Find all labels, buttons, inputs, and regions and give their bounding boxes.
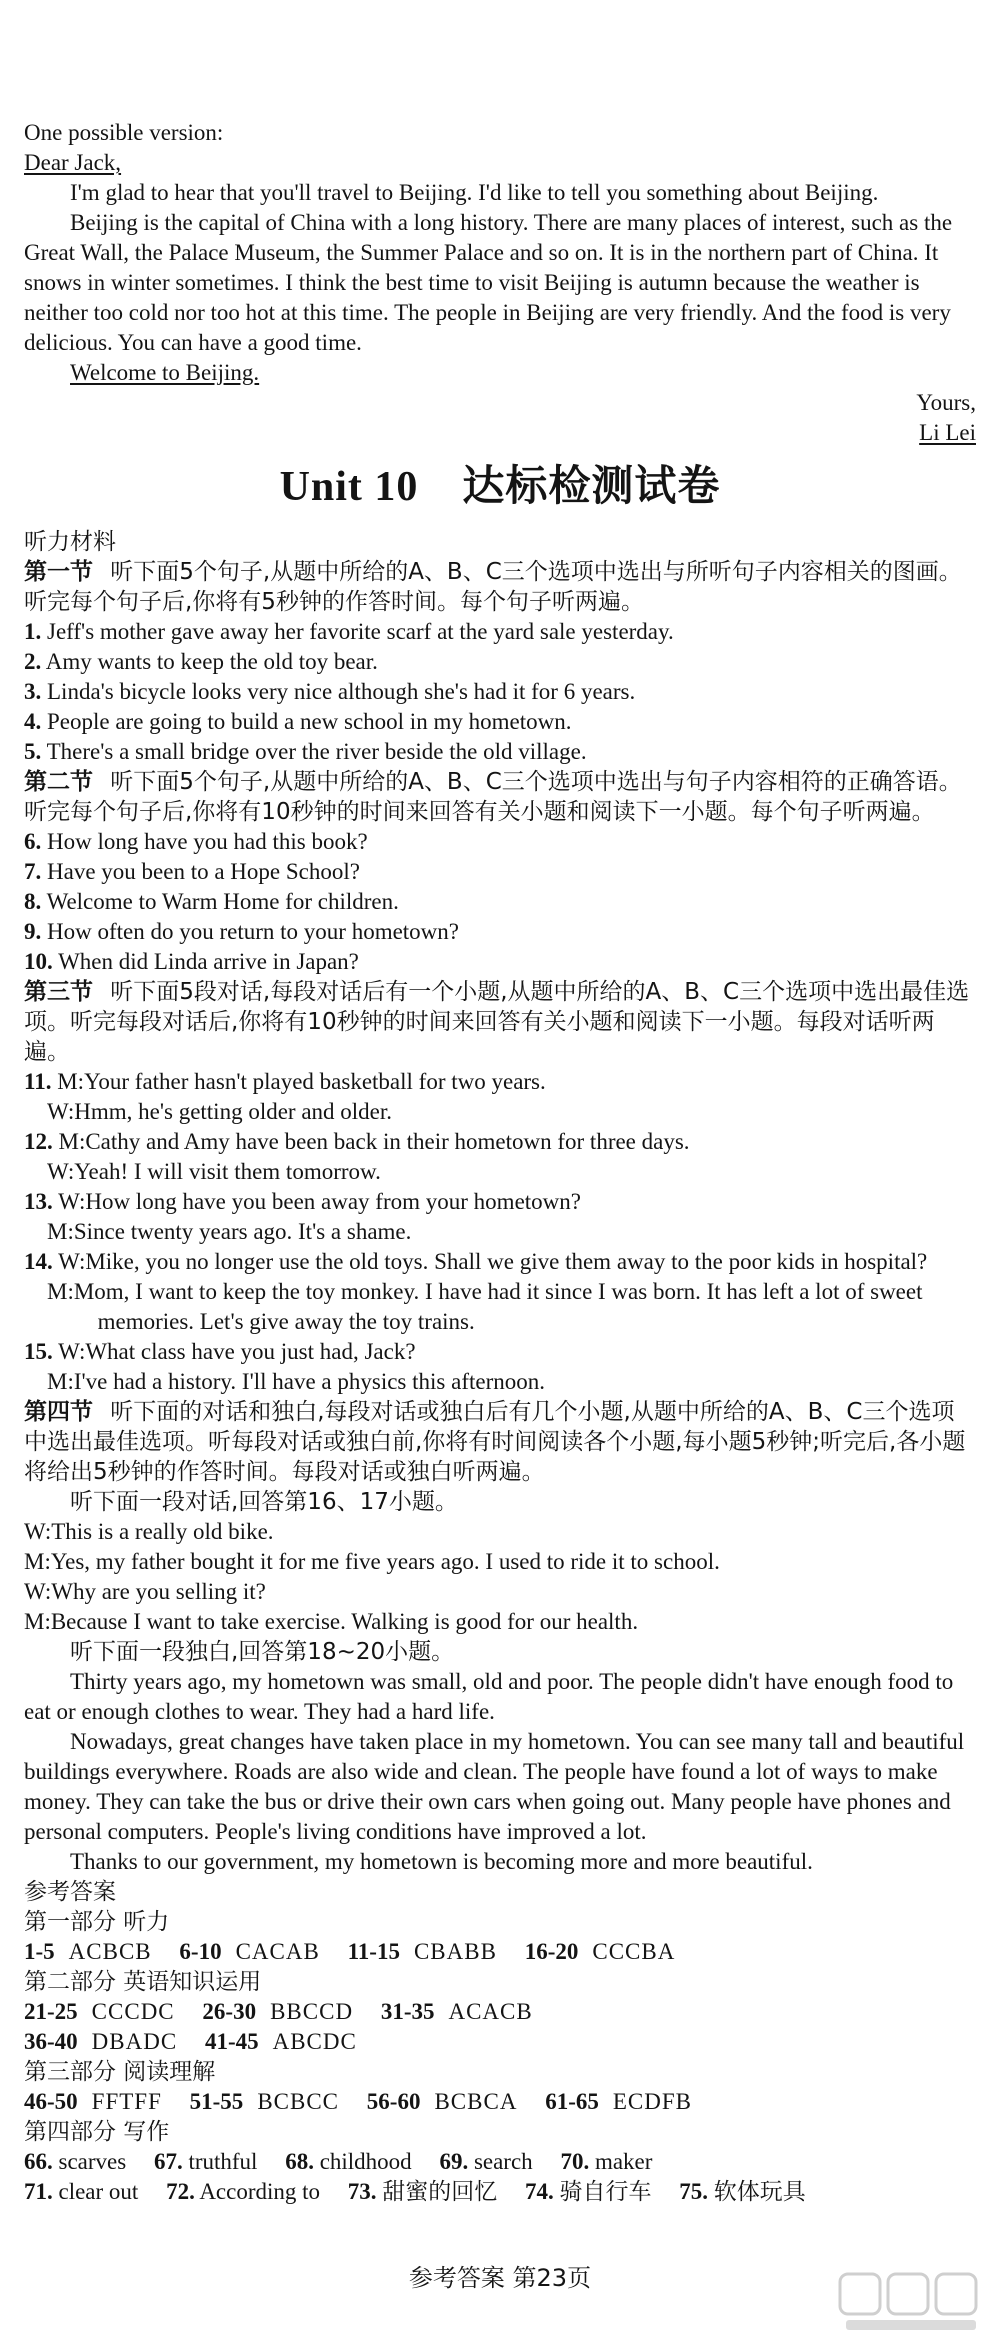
- dialog-line: M:Mom, I want to keep the toy monkey. I have had it since I was born. It has left a lot of sweet memories. Let's give away the toy trains.: [47, 1279, 923, 1334]
- dialog-intro: 听下面一段对话,回答第16、17小题。: [70, 1489, 458, 1515]
- dialog-line: W:Yeah! I will visit them tomorrow.: [47, 1159, 381, 1184]
- sentence-list-1: [24, 617, 976, 767]
- letter-welcome: Welcome to Beijing.: [70, 360, 260, 385]
- part-heading: 第一部分 听力: [24, 1909, 170, 1935]
- dialog-line: 14. W:Mike, you no longer use the old toys. Shall we give them away to the poor kids in hospital?: [24, 1249, 928, 1274]
- dialog-line: M:Because I want to take exercise. Walking is good for our health.: [24, 1609, 639, 1634]
- letter-greeting: Dear Jack,: [24, 150, 122, 175]
- monologue-paragraph: Thanks to our government, my hometown is becoming more and more beautiful.: [70, 1849, 813, 1874]
- part-heading: 第二部分 英语知识运用: [24, 1969, 262, 1995]
- section-heading: 听力材料: [24, 529, 116, 555]
- letter-version: One possible version:: [24, 120, 224, 145]
- answer-row: 1-5 ACBCB 6-10 CACAB 11-15 CBABB 16-20 CCCBA: [24, 1939, 676, 1964]
- dialog-line: 12. M:Cathy and Amy have been back in their hometown for three days.: [24, 1129, 690, 1154]
- dialog-list-3: [24, 1067, 976, 1397]
- list-item: 2. Amy wants to keep the old toy bear.: [24, 649, 378, 674]
- unit-title: Unit 10 达标检测试卷: [279, 461, 721, 510]
- list-item: 5. There's a small bridge over the river beside the old village.: [24, 739, 587, 764]
- listening-section-3: 第三节 听下面5段对话,每段对话后有一个小题,从题中所给的A、B、C三个选项中选出最佳选项。听完每段对话后,你将有10秒钟的时间来回答有关小题和阅读下一小题。每段对话听两遍。: [24, 979, 970, 1065]
- dialog-line: M:Since twenty years ago. It's a shame.: [47, 1219, 412, 1244]
- listening-material: [24, 527, 976, 1877]
- list-item: 6. How long have you had this book?: [24, 829, 368, 854]
- watermark-logo: [836, 2268, 986, 2334]
- dialog-line: 15. W:What class have you just had, Jack?: [24, 1339, 416, 1364]
- answer-row: 71. clear out 72. According to 73. 甜蜜的回忆 74. 骑自行车 75. 软体玩具: [24, 2179, 806, 2205]
- monologue-paragraph: Nowadays, great changes have taken place in my hometown. You can see many tall and beautiful buildings everywhere. Roads are also wide and clean. The people have found a lot of ways to make money. They can take the bus or drive their own cars when going out. Many people have phones and personal computers. People's living conditions have improved a lot.: [24, 1729, 965, 1844]
- answer-key: [24, 1877, 976, 2207]
- letter-signature: Li Lei: [919, 420, 976, 445]
- listening-section-1: 第一节 听下面5个句子,从题中所给的A、B、C三个选项中选出与所听句子内容相关的图画。听完每个句子后,你将有5秒钟的作答时间。每个句子听两遍。: [24, 559, 962, 615]
- section-heading: 参考答案: [24, 1879, 116, 1905]
- list-item: 3. Linda's bicycle looks very nice although she's had it for 6 years.: [24, 679, 636, 704]
- listening-section-2: 第二节 听下面5个句子,从题中所给的A、B、C三个选项中选出与句子内容相符的正确答语。听完每个句子后,你将有10秒钟的时间来回答有关小题和阅读下一小题。每个句子听两遍。: [24, 769, 962, 825]
- dialog-line: M:Yes, my father bought it for me five years ago. I used to ride it to school.: [24, 1549, 720, 1574]
- letter-closing: Yours,: [916, 390, 976, 415]
- list-item: 1. Jeff's mother gave away her favorite scarf at the yard sale yesterday.: [24, 619, 674, 644]
- sentence-list-2: [24, 827, 976, 977]
- dialog-line: 11. M:Your father hasn't played basketball for two years.: [24, 1069, 546, 1094]
- dialog-line: 13. W:How long have you been away from your hometown?: [24, 1189, 581, 1214]
- part-heading: 第四部分 写作: [24, 2119, 170, 2145]
- answer-page: [24, 118, 976, 2207]
- letter-paragraph: [24, 358, 976, 388]
- dialog-line: W:This is a really old bike.: [24, 1519, 274, 1544]
- monologue-paragraph: Thirty years ago, my hometown was small, old and poor. The people didn't have enough food to eat or enough clothes to wear. They had a hard life.: [24, 1669, 954, 1724]
- dialog-line: W:Why are you selling it?: [24, 1579, 266, 1604]
- dialog-line: W:Hmm, he's getting older and older.: [47, 1099, 393, 1124]
- answer-row: 66. scarves 67. truthful 68. childhood 69. search 70. maker: [24, 2149, 653, 2174]
- answer-row: 46-50 FFTFF 51-55 BCBCC 56-60 BCBCA 61-65 ECDFB: [24, 2089, 692, 2114]
- list-item: 4. People are going to build a new school in my hometown.: [24, 709, 572, 734]
- answer-row: 36-40 DBADC 41-45 ABCDC: [24, 2029, 357, 2054]
- list-item: 9. How often do you return to your hometown?: [24, 919, 460, 944]
- list-item: 10. When did Linda arrive in Japan?: [24, 949, 359, 974]
- letter-paragraph: Beijing is the capital of China with a long history. There are many places of interest, such as the Great Wall, the Palace Museum, the Summer Palace and so on. It is in the northern part of China. It snows in winter sometimes. I think the best time to visit Beijing is autumn because the weather is neither too cold nor too hot at this time. The people in Beijing are very friendly. And the food is very delicious. You can have a good time.: [24, 210, 953, 355]
- monologue-intro: 听下面一段独白,回答第18~20小题。: [70, 1639, 455, 1665]
- answer-row: 21-25 CCCDC 26-30 BBCCD 31-35 ACACB: [24, 1999, 533, 2024]
- dialog-line: M:I've had a history. I'll have a physics this afternoon.: [47, 1369, 545, 1394]
- letter-paragraph: I'm glad to hear that you'll travel to Beijing. I'd like to tell you something about Beijing.: [70, 180, 879, 205]
- listening-section-4: 第四节 听下面的对话和独白,每段对话或独白后有几个小题,从题中所给的A、B、C三个选项中选出最佳选项。听每段对话或独白前,你将有时间阅读各个小题,每小题5秒钟;听完后,各小题将给出5秒钟的作答时间。每段对话或独白听两遍。: [24, 1399, 966, 1485]
- sample-letter: [24, 118, 976, 448]
- list-item: 7. Have you been to a Hope School?: [24, 859, 360, 884]
- page-footer: 参考答案 第23页: [408, 2264, 592, 2292]
- list-item: 8. Welcome to Warm Home for children.: [24, 889, 399, 914]
- part-heading: 第三部分 阅读理解: [24, 2059, 216, 2085]
